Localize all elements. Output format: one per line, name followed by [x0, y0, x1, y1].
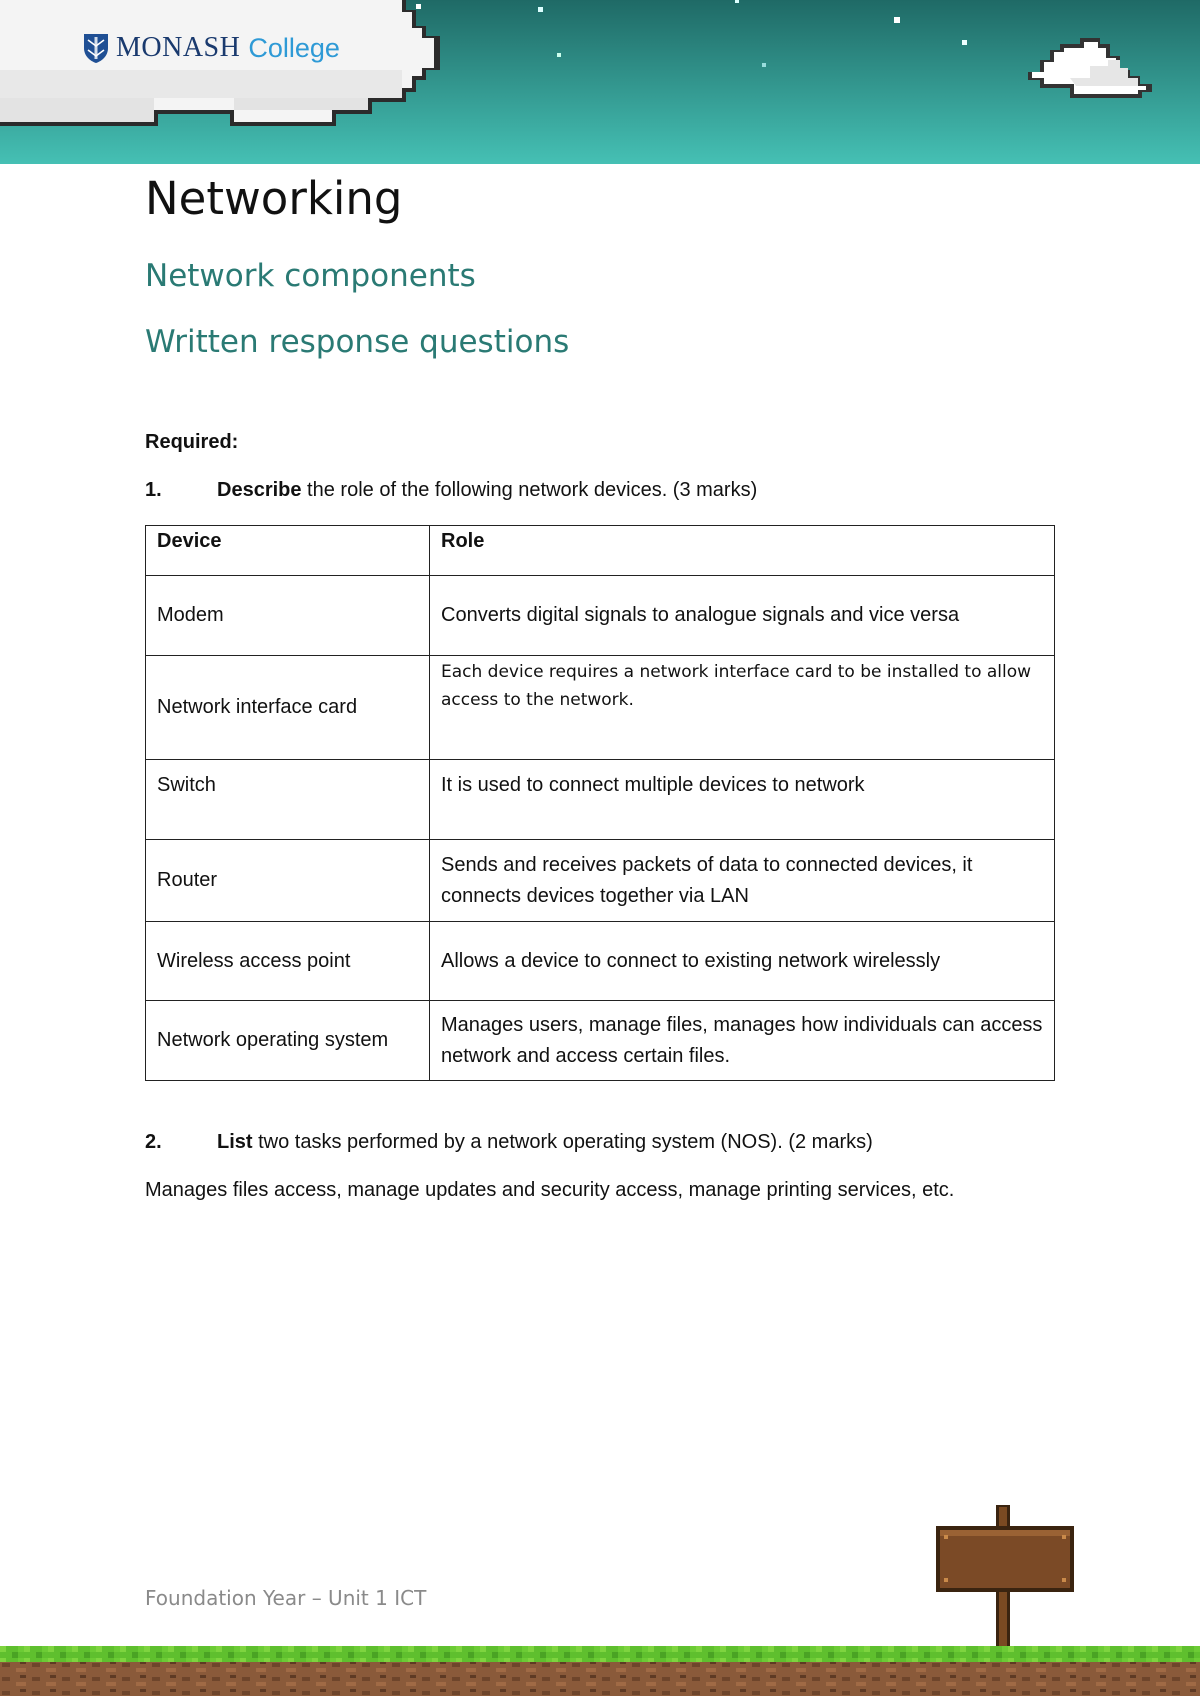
table-row [146, 840, 1055, 922]
page-title: Networking [145, 172, 403, 225]
role-cell: Sends and receives packets of data to connected devices, it connects devices together via LAN [430, 840, 1055, 922]
device-cell: Router [146, 840, 430, 922]
table-header-row [146, 526, 1055, 576]
role-cell: Converts digital signals to analogue signals and vice versa [430, 576, 1055, 656]
required-label: Required: [145, 431, 239, 453]
column-header-role: Role [430, 526, 1055, 576]
device-cell: Modem [146, 576, 430, 656]
header-background [0, 0, 1200, 164]
logo-monash-text: MONASH [116, 32, 241, 63]
devices-table [145, 525, 1055, 1081]
grass-ground [0, 1646, 1200, 1696]
section-subheading: Written response questions [145, 324, 570, 360]
device-cell: Switch [146, 760, 430, 840]
table-row [146, 576, 1055, 656]
device-cell: Network operating system [146, 1001, 430, 1081]
question-text: the role of the following network devices. (3 marks) [301, 479, 758, 501]
question-number: 2. [145, 1131, 162, 1153]
answer-text: Manages files access, manage updates and security access, manage printing services, etc. [145, 1179, 955, 1201]
table-row [146, 656, 1055, 760]
logo-college-text: College [248, 32, 340, 63]
shield-icon [82, 32, 110, 64]
question-number: 1. [145, 479, 162, 501]
footer-text: Foundation Year – Unit 1 ICT [145, 1586, 427, 1610]
role-cell: It is used to connect multiple devices to network [430, 760, 1055, 840]
role-cell: Each device requires a network interface card to be installed to allow access to the network. [430, 656, 1055, 760]
question-verb: List [217, 1131, 253, 1153]
column-header-device: Device [146, 526, 430, 576]
table-row [146, 922, 1055, 1001]
role-cell: Manages users, manage files, manages how individuals can access network and access certain files. [430, 1001, 1055, 1081]
device-cell: Network interface card [146, 656, 430, 760]
table-row [146, 760, 1055, 840]
table-row [146, 1001, 1055, 1081]
device-cell: Wireless access point [146, 922, 430, 1001]
question-text: two tasks performed by a network operating system (NOS). (2 marks) [252, 1131, 873, 1153]
signpost-icon [935, 1505, 1075, 1650]
monash-college-logo [82, 32, 340, 64]
question-1 [145, 479, 757, 502]
section-subtitle: Network components [145, 258, 476, 294]
question-verb: Describe [217, 479, 302, 501]
question-2 [145, 1131, 873, 1154]
header-banner [0, 0, 1200, 164]
role-cell: Allows a device to connect to existing network wirelessly [430, 922, 1055, 1001]
